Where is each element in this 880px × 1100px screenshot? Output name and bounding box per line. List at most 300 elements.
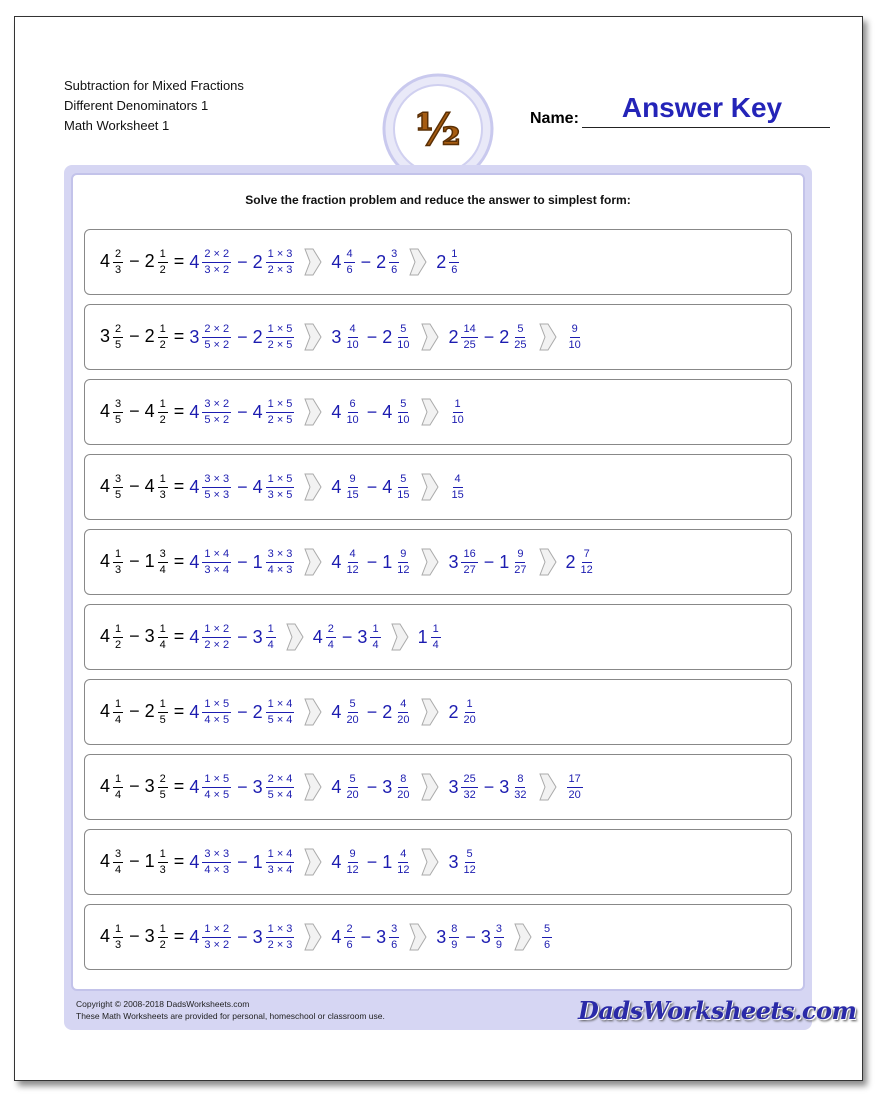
numerator: 3 [158, 548, 168, 563]
equals-sign: = [173, 475, 185, 496]
denominator: 3 × 2 [204, 938, 230, 951]
numerator: 2 [344, 923, 354, 938]
solution-step [312, 623, 383, 652]
footer-copyright-block [76, 998, 385, 1022]
whole-number: 1 [144, 550, 155, 571]
numerator: 1 [431, 623, 441, 638]
whole-number: 3 [331, 326, 342, 347]
fraction [158, 323, 168, 352]
fraction-equation [99, 305, 585, 369]
whole-number: 4 [189, 776, 200, 797]
denominator: 2 × 3 [267, 938, 293, 951]
whole-number: 1 [252, 851, 263, 872]
fraction [113, 773, 123, 802]
denominator: 4 × 5 [204, 788, 230, 801]
denominator: 3 [159, 863, 166, 876]
problem-expression [99, 773, 188, 802]
denominator: 3 × 4 [204, 563, 230, 576]
fraction [158, 248, 168, 277]
whole-number: 4 [100, 850, 111, 871]
step-arrow-icon [514, 923, 532, 951]
denominator: 10 [451, 413, 464, 426]
denominator: 9 [495, 938, 503, 951]
numerator: 17 [567, 773, 583, 788]
fraction [449, 923, 459, 952]
fraction [202, 398, 231, 427]
numerator: 1 × 3 [266, 248, 295, 263]
numerator: 3 [113, 473, 123, 488]
minus-sign: − [237, 851, 248, 872]
step-arrow-icon [304, 698, 322, 726]
solution-step [188, 248, 296, 277]
step-arrow-icon [539, 323, 557, 351]
whole-number: 3 [357, 626, 368, 647]
fraction [113, 398, 123, 427]
whole-number: 3 [252, 926, 263, 947]
solution-step [330, 698, 413, 727]
problem-expression [99, 698, 188, 727]
minus-sign: − [366, 551, 378, 572]
numerator: 1 × 4 [266, 698, 295, 713]
whole-number: 4 [331, 251, 342, 272]
fraction [266, 773, 295, 802]
problem-expression [99, 473, 188, 502]
numerator: 5 [398, 323, 408, 338]
fraction-equation [99, 830, 480, 894]
solution-step [188, 323, 296, 352]
minus-sign: − [129, 775, 140, 796]
whole-number: 3 [448, 851, 459, 872]
solution-step [417, 623, 443, 652]
denominator: 20 [397, 788, 410, 801]
denominator: 3 × 2 [204, 263, 230, 276]
numerator: 2 [326, 623, 336, 638]
solution-step [188, 923, 296, 952]
whole-number: 3 [376, 926, 387, 947]
numerator: 4 [348, 323, 358, 338]
numerator: 1 [158, 398, 168, 413]
whole-number: 3 [252, 776, 263, 797]
numerator: 3 [113, 848, 123, 863]
step-arrow-icon [409, 923, 427, 951]
title-line-3: Math Worksheet 1 [64, 118, 170, 133]
fraction [449, 473, 465, 502]
equals-sign: = [173, 850, 185, 871]
numerator: 1 [449, 248, 459, 263]
name-line [582, 127, 830, 128]
solution-step [330, 398, 413, 427]
step-arrow-icon [286, 623, 304, 651]
denominator: 4 [372, 638, 379, 651]
fraction [158, 923, 168, 952]
solution-step [447, 323, 530, 352]
fraction [158, 398, 168, 427]
minus-sign: − [237, 326, 248, 347]
whole-number: 3 [436, 926, 447, 947]
whole-number: 4 [189, 401, 200, 422]
equals-sign: = [173, 700, 185, 721]
whole-number: 4 [100, 400, 111, 421]
denominator: 6 [391, 263, 398, 276]
minus-sign: − [483, 551, 495, 572]
fraction [266, 398, 295, 427]
numerator: 1 [113, 698, 123, 713]
numerator: 1 × 5 [266, 398, 295, 413]
fraction [113, 248, 123, 277]
fraction [202, 848, 231, 877]
denominator: 6 [544, 938, 551, 951]
numerator: 1 [465, 698, 475, 713]
fraction [202, 473, 231, 502]
fraction [461, 773, 477, 802]
fraction [266, 698, 295, 727]
numerator: 5 [348, 773, 358, 788]
numerator: 1 × 4 [202, 548, 231, 563]
numerator: 1 [158, 623, 168, 638]
numerator: 1 × 2 [202, 623, 231, 638]
step-arrow-icon [421, 398, 439, 426]
whole-number: 4 [312, 626, 323, 647]
denominator: 20 [397, 713, 410, 726]
dadsworksheets-logo: DadsWorksheets.com [578, 996, 857, 1025]
whole-number: 4 [331, 851, 342, 872]
solution-step [447, 473, 467, 502]
minus-sign: − [237, 251, 248, 272]
fraction [344, 473, 360, 502]
denominator: 3 [159, 488, 166, 501]
fraction [449, 398, 465, 427]
fraction [395, 548, 411, 577]
denominator: 6 [391, 938, 398, 951]
solution-step [447, 398, 467, 427]
whole-number: 4 [252, 401, 263, 422]
copyright-text: Copyright © 2008-2018 DadsWorksheets.com [76, 999, 250, 1009]
whole-number: 3 [144, 625, 155, 646]
fraction [389, 248, 399, 277]
fraction [266, 473, 295, 502]
problem-expression [99, 398, 188, 427]
denominator: 4 [115, 788, 122, 801]
fraction [266, 848, 295, 877]
whole-number: 2 [448, 326, 459, 347]
numerator: 1 × 5 [266, 323, 295, 338]
whole-number: 4 [189, 251, 200, 272]
solution-step [447, 848, 479, 877]
fraction [158, 548, 168, 577]
fraction [542, 923, 552, 952]
fraction [344, 548, 360, 577]
fraction-equation [99, 380, 468, 444]
denominator: 12 [346, 563, 359, 576]
instructions: Solve the fraction problem and reduce the answer to simplest form: [245, 193, 631, 207]
denominator: 12 [580, 563, 593, 576]
step-arrow-icon [421, 698, 439, 726]
worksheet-title-block [64, 76, 244, 136]
solution-step [330, 848, 413, 877]
denominator: 2 × 5 [267, 413, 293, 426]
fraction [202, 323, 231, 352]
whole-number: 1 [144, 850, 155, 871]
usage-notice: These Math Worksheets are provided for personal, homeschool or classroom use. [76, 1011, 385, 1021]
step-arrow-icon [304, 923, 322, 951]
problem-expression [99, 248, 188, 277]
equals-sign: = [173, 550, 185, 571]
numerator: 9 [515, 548, 525, 563]
whole-number: 4 [331, 701, 342, 722]
fraction [395, 323, 411, 352]
minus-sign: − [237, 926, 248, 947]
numerator: 9 [570, 323, 580, 338]
numerator: 7 [582, 548, 592, 563]
solution-step [330, 323, 413, 352]
solution-step [565, 548, 597, 577]
fraction [512, 548, 528, 577]
numerator: 9 [348, 848, 358, 863]
whole-number: 4 [100, 475, 111, 496]
fraction [158, 623, 168, 652]
whole-number: 4 [189, 851, 200, 872]
denominator: 4 [267, 638, 274, 651]
problem-row [84, 604, 792, 670]
fraction [344, 248, 354, 277]
numerator: 5 [542, 923, 552, 938]
numerator: 9 [398, 548, 408, 563]
fraction [389, 923, 399, 952]
fraction [461, 548, 477, 577]
title-line-2: Different Denominators 1 [64, 98, 209, 113]
numerator: 14 [461, 323, 477, 338]
whole-number: 4 [382, 476, 393, 497]
denominator: 3 [115, 563, 122, 576]
numerator: 2 × 2 [202, 323, 231, 338]
fraction [344, 923, 354, 952]
fraction-equation [99, 680, 480, 744]
step-arrow-icon [421, 473, 439, 501]
whole-number: 3 [189, 326, 200, 347]
problem-row [84, 379, 792, 445]
numerator: 1 [158, 698, 168, 713]
numerator: 1 × 5 [202, 698, 231, 713]
step-arrow-icon [409, 248, 427, 276]
equals-sign: = [173, 400, 185, 421]
denominator: 5 [159, 788, 166, 801]
numerator: 3 × 3 [266, 548, 295, 563]
fraction [158, 773, 168, 802]
minus-sign: − [483, 776, 495, 797]
denominator: 6 [346, 938, 353, 951]
step-arrow-icon [304, 773, 322, 801]
step-arrow-icon [421, 323, 439, 351]
fraction [113, 623, 123, 652]
denominator: 5 × 2 [204, 413, 230, 426]
whole-number: 3 [144, 925, 155, 946]
problem-row [84, 454, 792, 520]
fraction [567, 773, 583, 802]
fraction [567, 323, 583, 352]
whole-number: 4 [189, 701, 200, 722]
whole-number: 2 [499, 326, 510, 347]
minus-sign: − [341, 626, 353, 647]
problem-row [84, 754, 792, 820]
whole-number: 1 [252, 551, 263, 572]
numerator: 1 [158, 473, 168, 488]
numerator: 1 [158, 923, 168, 938]
step-arrow-icon [304, 848, 322, 876]
numerator: 1 [113, 548, 123, 563]
numerator: 1 [158, 323, 168, 338]
numerator: 8 [398, 773, 408, 788]
whole-number: 4 [189, 926, 200, 947]
whole-number: 4 [189, 626, 200, 647]
problem-expression [99, 923, 188, 952]
problem-expression [99, 848, 188, 877]
denominator: 5 × 4 [267, 713, 293, 726]
denominator: 27 [463, 563, 476, 576]
denominator: 10 [346, 413, 359, 426]
denominator: 4 [115, 863, 122, 876]
denominator: 2 × 5 [267, 338, 293, 351]
fraction [370, 623, 380, 652]
fraction-equation [99, 230, 461, 294]
fraction [395, 398, 411, 427]
equals-sign: = [173, 625, 185, 646]
fraction [158, 473, 168, 502]
numerator: 1 [453, 398, 463, 413]
denominator: 3 [115, 938, 122, 951]
problem-row [84, 229, 792, 295]
solution-step [188, 473, 296, 502]
minus-sign: − [366, 476, 378, 497]
step-arrow-icon [304, 398, 322, 426]
denominator: 12 [346, 863, 359, 876]
problem-expression [99, 623, 188, 652]
step-arrow-icon [304, 548, 322, 576]
denominator: 25 [463, 338, 476, 351]
fraction [113, 548, 123, 577]
minus-sign: − [129, 700, 140, 721]
denominator: 10 [568, 338, 581, 351]
fraction-equation [99, 905, 554, 969]
denominator: 20 [346, 713, 359, 726]
denominator: 2 [115, 638, 122, 651]
step-arrow-icon [421, 848, 439, 876]
numerator: 5 [398, 473, 408, 488]
solution-step [330, 473, 413, 502]
fraction [461, 698, 477, 727]
denominator: 2 × 3 [267, 263, 293, 276]
denominator: 3 × 4 [267, 863, 293, 876]
whole-number: 2 [436, 251, 447, 272]
denominator: 2 × 2 [204, 638, 230, 651]
fraction [266, 623, 276, 652]
numerator: 4 [348, 548, 358, 563]
numerator: 3 [494, 923, 504, 938]
denominator: 10 [346, 338, 359, 351]
minus-sign: − [237, 626, 248, 647]
minus-sign: − [366, 851, 378, 872]
whole-number: 4 [144, 400, 155, 421]
minus-sign: − [360, 251, 372, 272]
denominator: 9 [451, 938, 458, 951]
problem-row [84, 904, 792, 970]
minus-sign: − [129, 400, 140, 421]
whole-number: 4 [100, 925, 111, 946]
minus-sign: − [237, 551, 248, 572]
solution-step [188, 848, 296, 877]
step-arrow-icon [421, 548, 439, 576]
denominator: 4 [327, 638, 334, 651]
whole-number: 2 [252, 251, 263, 272]
fraction-equation [99, 530, 597, 594]
denominator: 4 [159, 638, 166, 651]
minus-sign: − [366, 326, 378, 347]
denominator: 6 [451, 263, 458, 276]
fraction [395, 473, 411, 502]
whole-number: 4 [331, 476, 342, 497]
numerator: 2 × 4 [266, 773, 295, 788]
solution-step [188, 698, 296, 727]
solution-step [330, 773, 413, 802]
denominator: 25 [514, 338, 527, 351]
fraction [202, 923, 231, 952]
numerator: 3 [113, 398, 123, 413]
numerator: 8 [449, 923, 459, 938]
minus-sign: − [129, 925, 140, 946]
whole-number: 3 [448, 776, 459, 797]
numerator: 3 × 3 [202, 473, 231, 488]
whole-number: 3 [480, 926, 491, 947]
fraction [579, 548, 595, 577]
whole-number: 2 [382, 326, 393, 347]
numerator: 3 [389, 923, 399, 938]
whole-number: 4 [382, 401, 393, 422]
minus-sign: − [465, 926, 476, 947]
fraction [395, 848, 411, 877]
step-arrow-icon [304, 323, 322, 351]
denominator: 5 × 2 [204, 338, 230, 351]
solution-step [447, 548, 530, 577]
fraction [158, 848, 168, 877]
equals-sign: = [173, 250, 185, 271]
solution-step [188, 773, 296, 802]
solution-step [435, 248, 461, 277]
denominator: 4 [432, 638, 439, 651]
fraction [266, 548, 295, 577]
whole-number: 4 [189, 551, 200, 572]
minus-sign: − [237, 401, 248, 422]
fraction [113, 323, 123, 352]
denominator: 2 [159, 338, 166, 351]
fraction [202, 773, 231, 802]
numerator: 5 [515, 323, 525, 338]
numerator: 3 × 2 [202, 398, 231, 413]
minus-sign: − [129, 625, 140, 646]
whole-number: 2 [252, 326, 263, 347]
whole-number: 1 [499, 551, 510, 572]
numerator: 1 × 5 [202, 773, 231, 788]
solution-step [540, 923, 554, 952]
numerator: 1 [158, 848, 168, 863]
whole-number: 1 [382, 851, 393, 872]
denominator: 27 [514, 563, 527, 576]
fraction [266, 248, 295, 277]
denominator: 6 [346, 263, 353, 276]
fraction-equation [99, 605, 443, 669]
name-label: Name: [530, 110, 579, 127]
title-line-1: Subtraction for Mixed Fractions [64, 78, 244, 93]
solution-step [447, 698, 479, 727]
whole-number: 3 [448, 551, 459, 572]
